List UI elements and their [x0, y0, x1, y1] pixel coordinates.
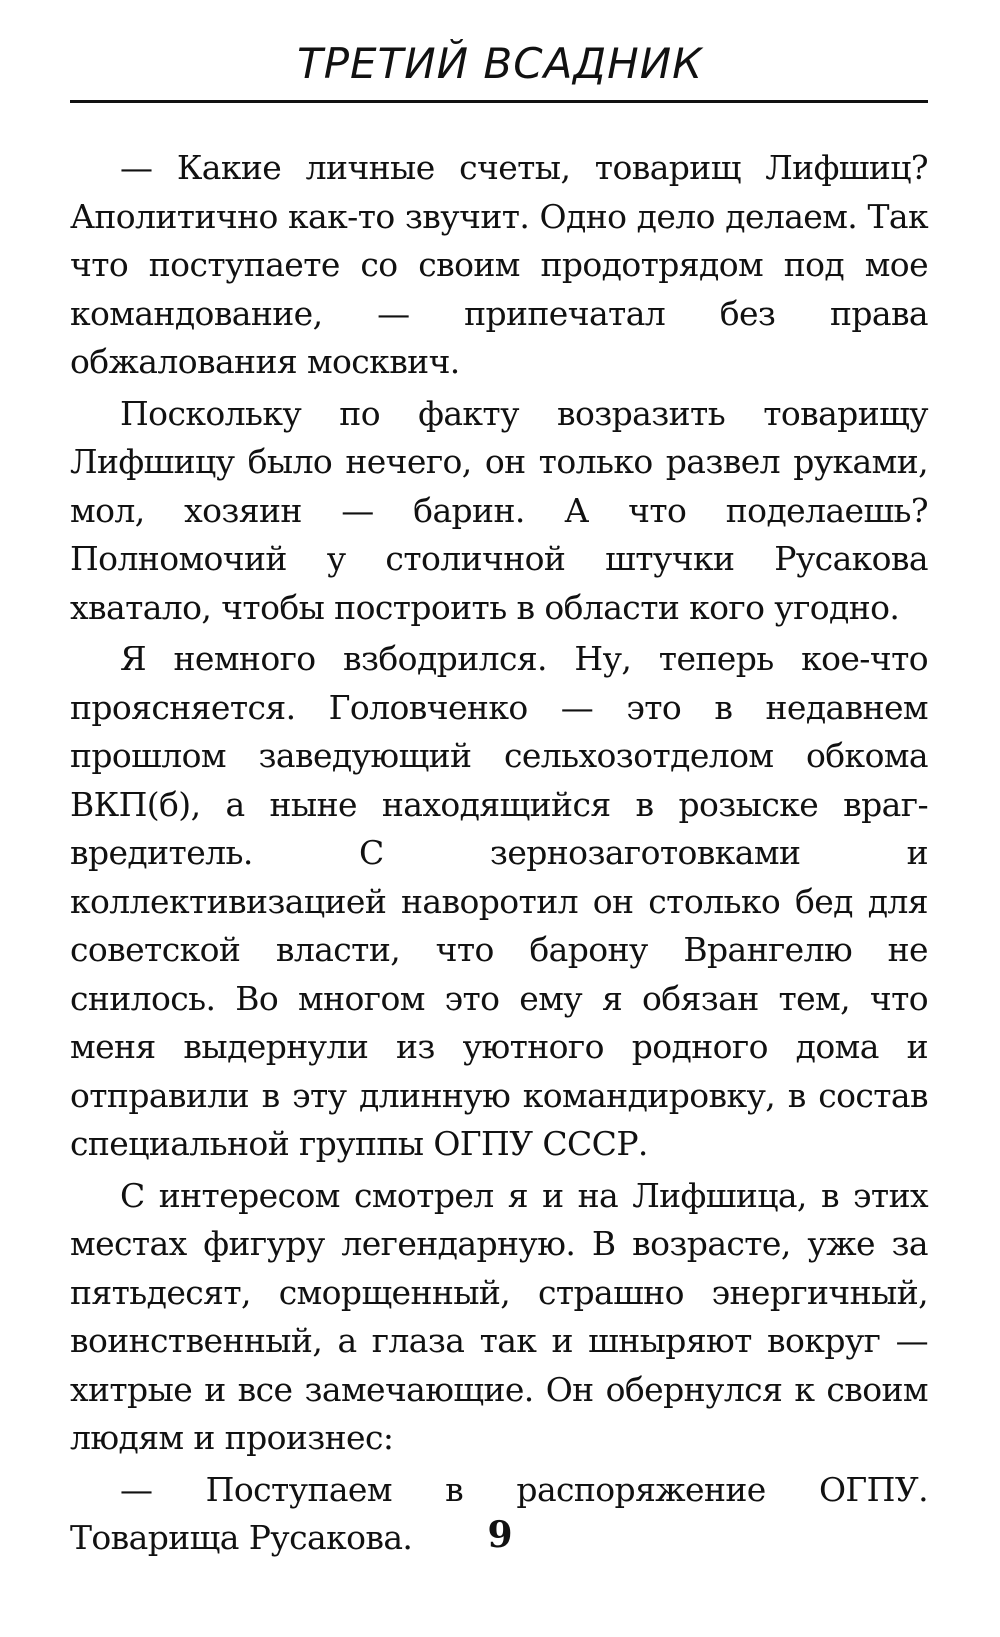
paragraph-1: — Какие личные счеты, товарищ Лифшиц? Аполитично как-то звучит. Одно дело делаем. Так что поступаете со своим продотрядом под мое командование, — припечатал без права обжалования москвич. [70, 148, 928, 381]
paragraph-2: Поскольку по факту возразить товарищу Лифшицу было нечего, он только развел руками, мол, хозяин — барин. А что поделаешь? Полномочий у столичной штучки Русакова хватало, чтобы построить в области кого угодно. [70, 393, 928, 627]
header-rule [70, 100, 928, 103]
paragraph-5: — Поступаем в распоряжение ОГПУ. Товарища Русакова. [70, 1469, 928, 1557]
body-text [70, 144, 928, 1566]
paragraph-3: Я немного взбодрился. Ну, теперь кое-что проясняется. Головченко — это в недавнем прошлом заведующий сельхозотделом обкома ВКП(б), а ныне находящийся в розыске враг-вредитель. С зернозаготовками и коллективизацией наворотил он столько бед для советской власти, что барону Врангелю не снилось. Во многом это ему я обязан тем, что меня выдернули из уютного родного дома и отправили в эту длинную командировку, в состав специальной группы ОГПУ СССР. [70, 639, 928, 1163]
page-number: 9 [487, 1514, 513, 1556]
running-title: ТРЕТИЙ ВСАДНИК [297, 39, 703, 88]
paragraph-4: С интересом смотрел я и на Лифшица, в этих местах фигуру легендарную. В возрасте, уже за пятьдесят, сморщенный, страшно энергичный, воинственный, а глаза так и шныряют вокруг — хитрые и все замечающие. Он обернулся к своим людям и произнес: [70, 1175, 928, 1457]
